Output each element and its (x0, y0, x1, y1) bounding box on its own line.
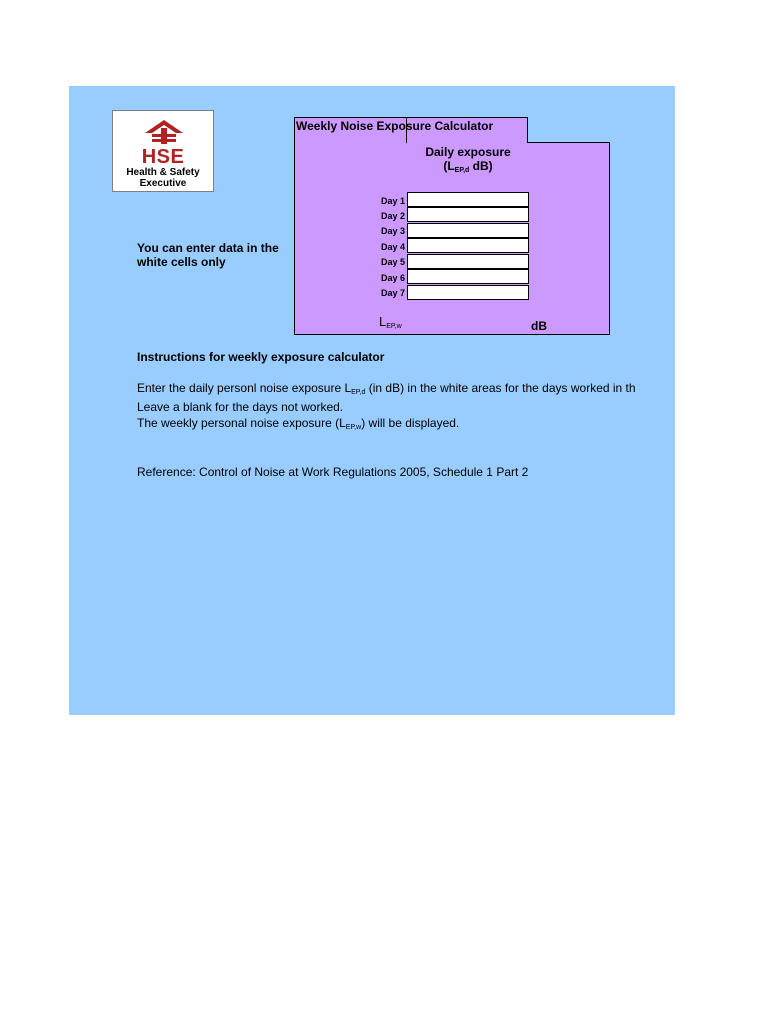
day-3-input[interactable] (407, 223, 529, 238)
logo-abbreviation: HSE (141, 146, 185, 168)
day-7-input[interactable] (407, 285, 529, 300)
logo-line-1: Health & Safety (126, 167, 200, 178)
reference-text: Reference: Control of Noise at Work Regulations 2005, Schedule 1 Part 2 (137, 465, 529, 479)
weekly-symbol: L (379, 314, 387, 329)
instructions-title: Instructions for weekly exposure calculator (137, 350, 385, 364)
data-entry-note: You can enter data in the white cells only (137, 241, 279, 269)
instruction-line-2: Leave a blank for the days not worked. (137, 400, 344, 414)
day-4-label: Day 4 (380, 242, 405, 252)
day-5-label: Day 5 (380, 257, 405, 267)
calculator-title: Weekly Noise Exposure Calculator (296, 119, 494, 133)
daily-exposure-heading (409, 145, 527, 173)
day-4-input[interactable] (407, 238, 529, 253)
daily-symbol: (L (443, 159, 455, 173)
weekly-exposure-unit: dB (531, 319, 547, 333)
logo-line-2: Executive (139, 178, 187, 189)
spreadsheet-area (69, 86, 675, 715)
day-1-input[interactable] (407, 192, 529, 207)
day-7-label: Day 7 (380, 288, 405, 298)
day-2-input[interactable] (407, 207, 529, 222)
hse-emblem-icon (139, 118, 189, 146)
weekly-subscript: EP,w (386, 323, 402, 330)
daily-unit: dB) (469, 159, 493, 173)
daily-subscript: EP,d (454, 167, 470, 174)
daily-exposure-unit (409, 159, 527, 173)
instruction-line-1: Enter the daily personl noise exposure $L_{EP,d}$ (in dB) in the white areas for the days worked in th (137, 381, 636, 396)
day-6-label: Day 6 (380, 273, 405, 283)
day-3-label: Day 3 (380, 226, 405, 236)
day-2-label: Day 2 (380, 211, 405, 221)
instruction-line-3: The weekly personal noise exposure $(L_{EP,w})$ will be displayed. (137, 416, 460, 431)
daily-exposure-label: Daily exposure (425, 145, 511, 159)
hse-logo (112, 110, 214, 192)
day-6-input[interactable] (407, 269, 529, 284)
day-1-label: Day 1 (380, 196, 405, 206)
weekly-exposure-label (379, 314, 402, 329)
day-5-input[interactable] (407, 254, 529, 269)
